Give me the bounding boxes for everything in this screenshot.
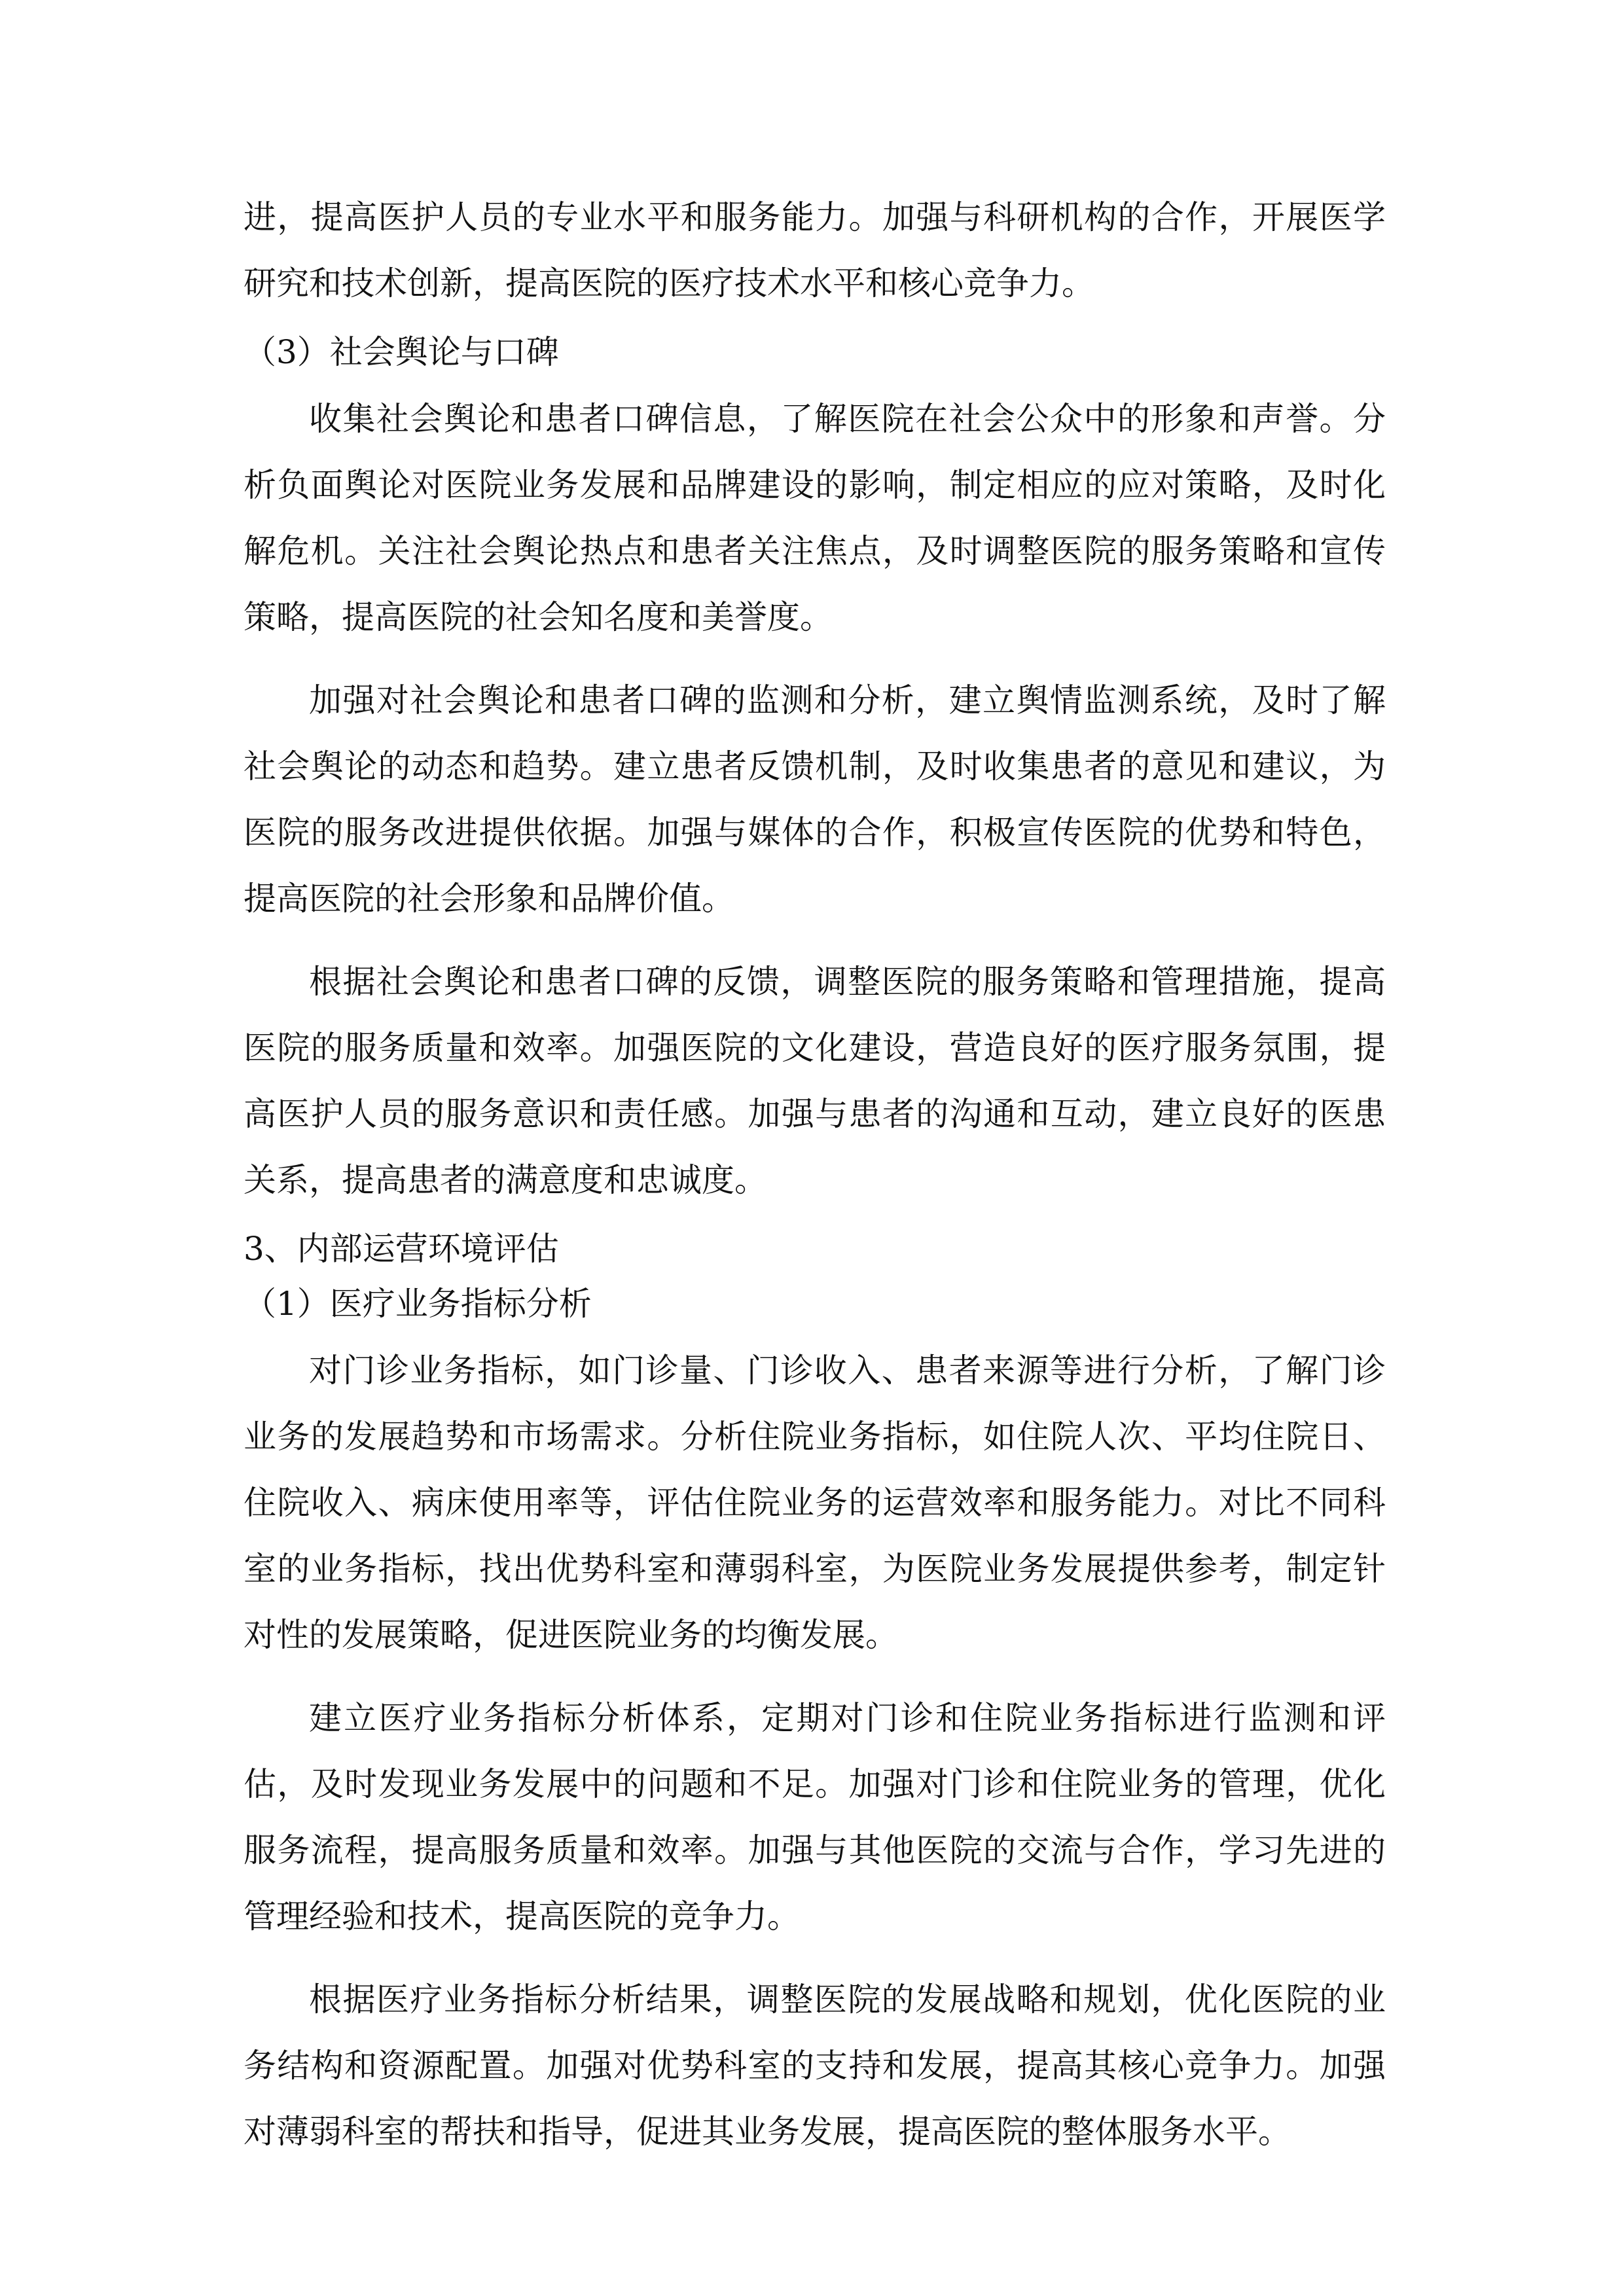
section-heading [244,1276,1386,1331]
paragraph [244,949,1386,1213]
paragraph-line: 根据社会舆论和患者口碑的反馈，调整医院的服务策略和管理措施，提高 [309,963,1386,1001]
paragraph-line: 医院的服务质量和效率。加强医院的文化建设，营造良好的医疗服务氛围，提 [244,1029,1386,1067]
paragraph-line: 进，提高医护人员的专业水平和服务能力。加强与科研机构的合作，开展医学 [244,198,1386,236]
paragraph-line: 务结构和资源配置。加强对优势科室的支持和发展，提高其核心竞争力。加强 [244,2047,1386,2085]
paragraph [244,1967,1386,2165]
paragraph [244,1685,1386,1950]
paragraph-line: 策略，提高医院的社会知名度和美誉度。 [244,598,833,636]
heading-text: （1）医疗业务指标分析 [244,1285,592,1323]
paragraph-line: 对门诊业务指标，如门诊量、门诊收入、患者来源等进行分析，了解门诊 [309,1352,1386,1390]
section-heading [244,1221,1386,1276]
paragraph-line: 根据医疗业务指标分析结果，调整医院的发展战略和规划，优化医院的业 [309,1981,1386,2018]
paragraph-line: 建立医疗业务指标分析体系，定期对门诊和住院业务指标进行监测和评 [309,1699,1386,1737]
paragraph [244,185,1386,317]
paragraph [244,1338,1386,1668]
paragraph [244,386,1386,651]
paragraph-line: 对薄弱科室的帮扶和指导，促进其业务发展，提高医院的整体服务水平。 [244,2113,1291,2151]
document-page [244,185,1386,2165]
paragraph-line: 社会舆论的动态和趋势。建立患者反馈机制，及时收集患者的意见和建议，为 [244,747,1386,785]
paragraph-line: 业务的发展趋势和市场需求。分析住院业务指标，如住院人次、平均住院日、 [244,1418,1386,1456]
paragraph-line: 住院收入、病床使用率等，评估住院业务的运营效率和服务能力。对比不同科 [244,1484,1386,1522]
paragraph-line: 析负面舆论对医院业务发展和品牌建设的影响，制定相应的应对策略，及时化 [244,466,1386,504]
paragraph-line: 高医护人员的服务意识和责任感。加强与患者的沟通和互动，建立良好的医患 [244,1095,1386,1133]
paragraph-line: 解危机。关注社会舆论热点和患者关注焦点，及时调整医院的服务策略和宣传 [244,532,1386,570]
section-heading [244,325,1386,380]
paragraph-line: 提高医院的社会形象和品牌价值。 [244,880,734,918]
paragraph-line: 室的业务指标，找出优势科室和薄弱科室，为医院业务发展提供参考，制定针 [244,1550,1386,1588]
paragraph [244,668,1386,932]
heading-text: （3）社会舆论与口碑 [244,333,559,371]
paragraph-line: 估，及时发现业务发展中的问题和不足。加强对门诊和住院业务的管理，优化 [244,1765,1386,1803]
paragraph-line: 收集社会舆论和患者口碑信息，了解医院在社会公众中的形象和声誉。分 [309,400,1386,438]
paragraph-line: 管理经验和技术，提高医院的竞争力。 [244,1897,800,1935]
paragraph-line: 研究和技术创新，提高医院的医疗技术水平和核心竞争力。 [244,264,1094,302]
paragraph-line: 服务流程，提高服务质量和效率。加强与其他医院的交流与合作，学习先进的 [244,1831,1386,1869]
paragraph-line: 加强对社会舆论和患者口碑的监测和分析，建立舆情监测系统，及时了解 [309,681,1386,719]
paragraph-line: 关系，提高患者的满意度和忠诚度。 [244,1161,767,1199]
paragraph-line: 对性的发展策略，促进医院业务的均衡发展。 [244,1616,898,1654]
heading-text: 3、内部运营环境评估 [244,1230,559,1268]
paragraph-line: 医院的服务改进提供依据。加强与媒体的合作，积极宣传医院的优势和特色， [244,814,1386,852]
